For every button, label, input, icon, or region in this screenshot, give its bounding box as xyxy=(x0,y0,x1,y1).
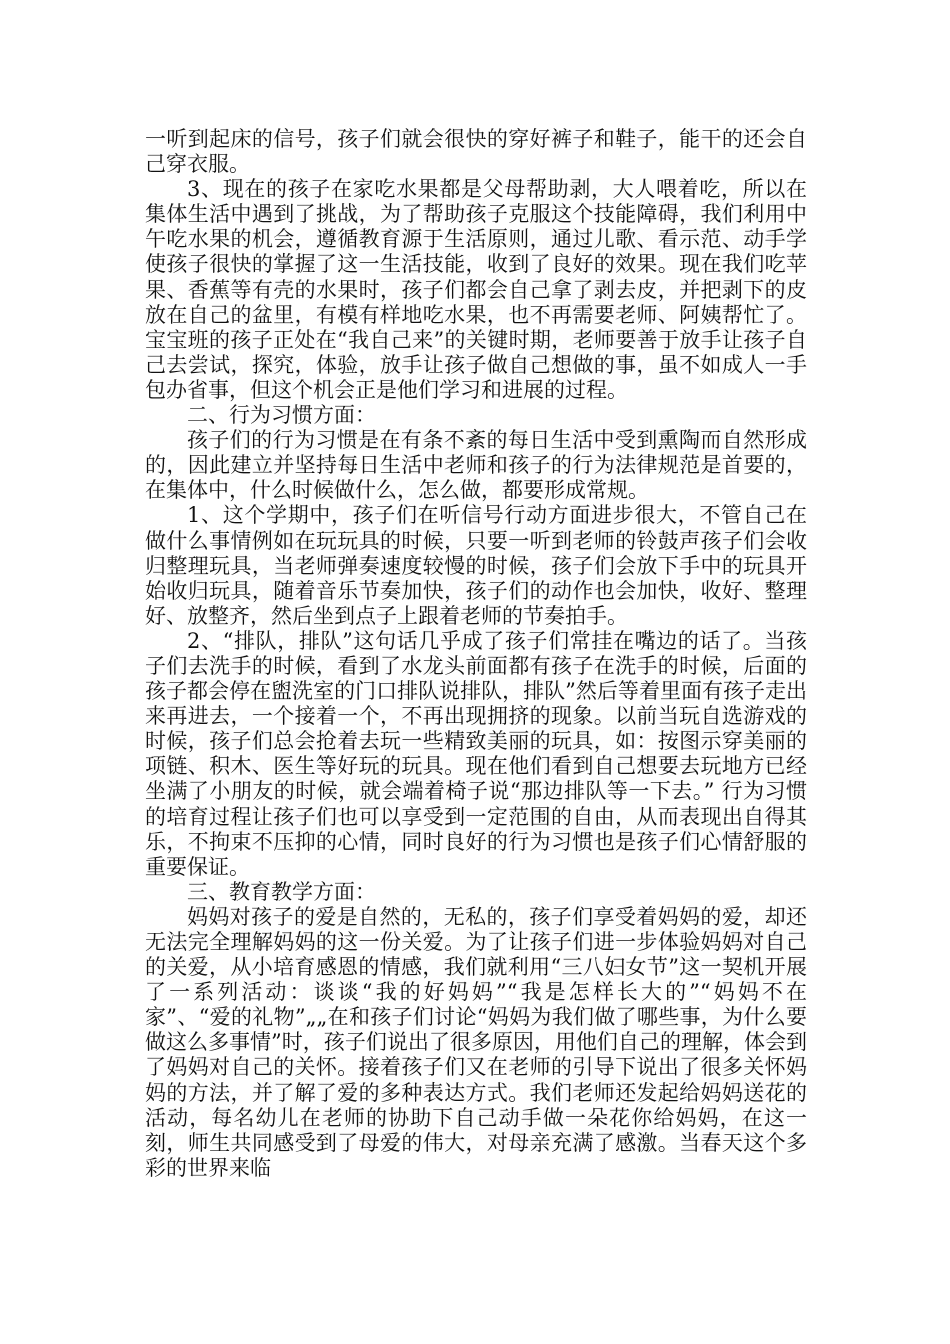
document-page xyxy=(145,127,807,1181)
section-heading-behavior: 二、行为习惯方面： xyxy=(187,403,376,428)
paragraph-queueing: 2、“排队，排队”这句话几乎成了孩子们常挂在嘴边的话了。当孩子们去洗手的时候，看到了水龙头前面都有孩子在洗手的时候，后面的孩子都会停在盥洗室的门口排队说排队，排队”然后等着里面有孩子走出来再进去，一个接着一个，不再出现拥挤的现象。以前当玩自选游戏的时候，孩子们总会抢着去玩一些精致美丽的玩具，如：按图示穿美丽的项链、积木、医生等好玩的玩具。现在他们看到自己想要去玩地方已经坐满了小朋友的时候，就会端着椅子说“那边排队等一下去。” 行为习惯的培育过程让孩子们也可以享受到一定范围的自由，从而表现出自得其乐，不拘束不压抑的心情，同时良好的行为习惯也是孩子们心情舒服的重要保证。 xyxy=(145,628,807,879)
paragraph-signal-action: 1、这个学期中，孩子们在听信号行动方面进步很大，不管自己在做什么事情例如在玩玩具的时候，只要一听到老师的铃鼓声孩子们会收归整理玩具，当老师弹奏速度较慢的时候，孩子们会放下手中的玩具开始收归玩具，随着音乐节奏加快，孩子们的动作也会加快，收好、整理好、放整齐，然后坐到点子上跟着老师的节奏拍手。 xyxy=(145,503,807,628)
paragraph-continuation: 一听到起床的信号，孩子们就会很快的穿好裤子和鞋子，能干的还会自己穿衣服。 xyxy=(145,127,807,177)
paragraph-fruit-peeling: 3、现在的孩子在家吃水果都是父母帮助剥，大人喂着吃，所以在集体生活中遇到了挑战，为了帮助孩子克服这个技能障碍，我们利用中午吃水果的机会，遵循教育源于生活原则，通过儿歌、看示范、动手学使孩子很快的掌握了这一生活技能，收到了良好的效果。现在我们吃苹果、香蕉等有壳的水果时，孩子们都会自己拿了剥去皮，并把剥下的皮放在自己的盆里，有模有样地吃水果，也不再需要老师、阿姨帮忙了。宝宝班的孩子正处在“我自己来”的关键时期，老师要善于放手让孩子自己去尝试，探究，体验，放手让孩子做自己想做的事，虽不如成人一手包办省事，但这个机会正是他们学习和进展的过程。 xyxy=(145,177,807,402)
paragraph-behavior-intro: 孩子们的行为习惯是在有条不紊的每日生活中受到熏陶而自然形成的，因此建立并坚持每日生活中老师和孩子的行为法律规范是首要的，在集体中，什么时候做什么，怎么做，都要形成常规。 xyxy=(145,428,807,503)
paragraph-mothers-love: 妈妈对孩子的爱是自然的，无私的，孩子们享受着妈妈的爱，却还无法完全理解妈妈的这一份关爱。为了让孩子们进一步体验妈妈对自己的关爱，从小培育感恩的情感，我们就利用“三八妇女节”这一契机开展了一系列活动：谈谈“我的好妈妈”“我是怎样长大的”“妈妈不在家”、“爱的礼物”„„在和孩子们讨论“妈妈为我们做了哪些事，为什么要做这么多事情”时，孩子们说出了很多原因，用他们自己的理解，体会到了妈妈对自己的关怀。接着孩子们又在老师的引导下说出了很多关怀妈妈的方法，并了解了爱的多种表达方式。我们老师还发起给妈妈送花的活动，每名幼儿在老师的协助下自己动手做一朵花你给妈妈，在这一刻，师生共同感受到了母爱的伟大，对母亲充满了感激。当春天这个多彩的世界来临 xyxy=(145,904,807,1180)
section-heading-teaching: 三、教育教学方面： xyxy=(187,879,376,904)
